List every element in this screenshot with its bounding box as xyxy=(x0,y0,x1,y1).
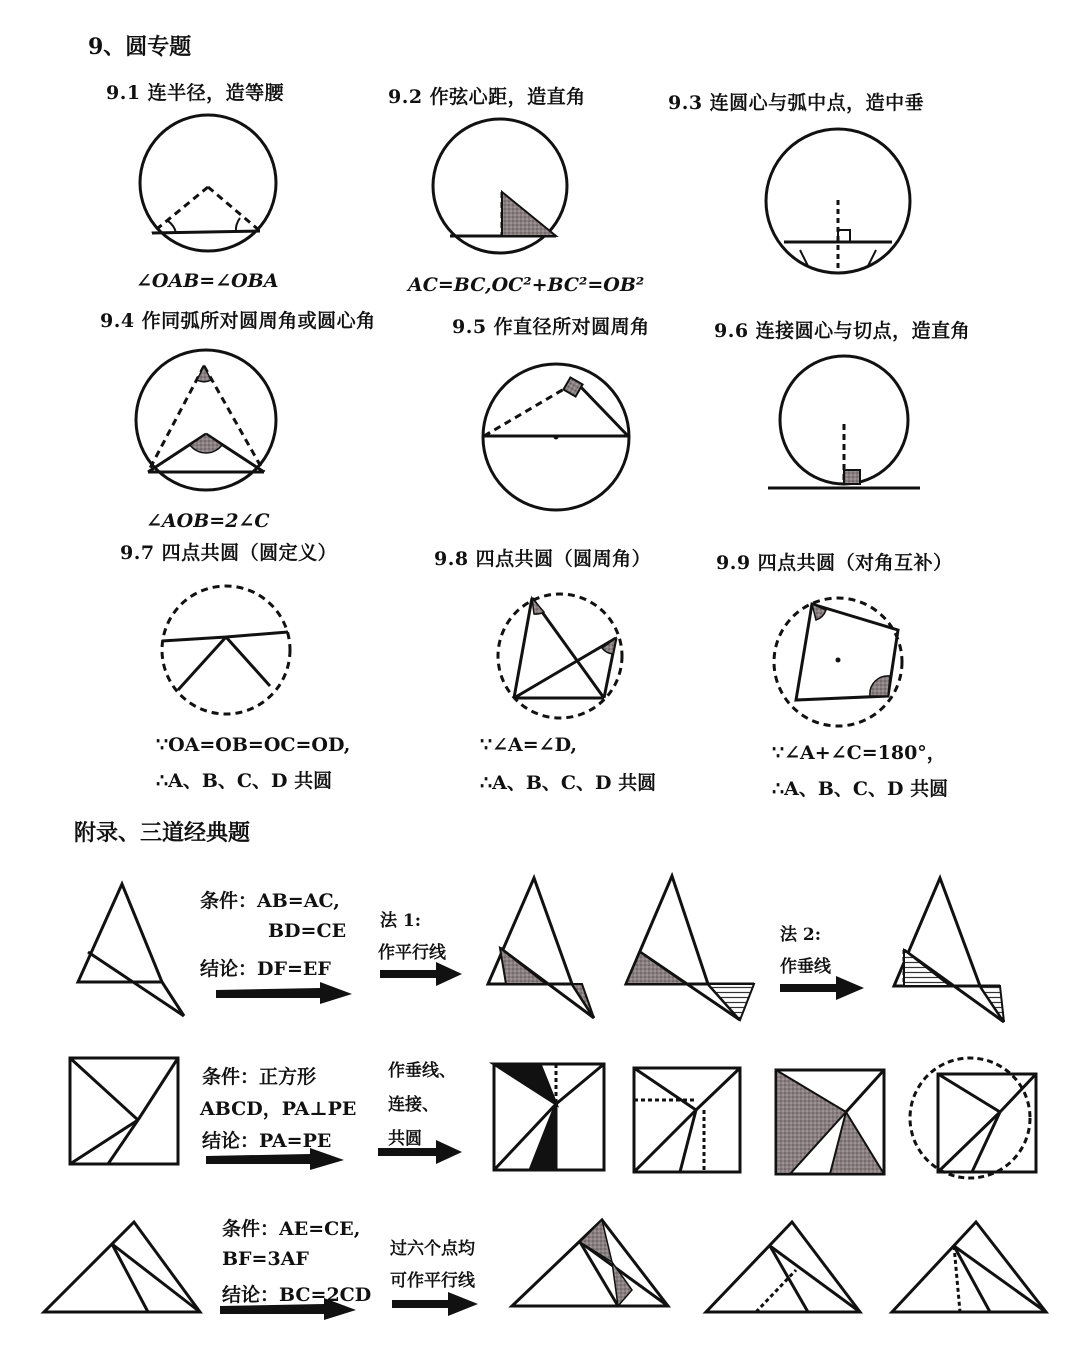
p1-fig-method2 xyxy=(894,878,1004,1022)
p2-condition-2: ABCD，PA⊥PE xyxy=(200,1098,357,1120)
item-9-8-note-2: ∴A、B、C、D 共圆 xyxy=(480,772,657,794)
p2-method-1b: 连接、 xyxy=(388,1095,439,1115)
arrow-1 xyxy=(216,982,352,1004)
p2-conclusion: 结论：PA=PE xyxy=(202,1130,332,1152)
p3-condition-2: BF=3AF xyxy=(222,1248,309,1270)
arrows xyxy=(206,962,864,1320)
item-9-9-note-1: ∵∠A+∠C=180°， xyxy=(772,742,946,764)
p2-fig-c xyxy=(776,1070,884,1174)
p2-condition-1: 条件：正方形 xyxy=(202,1066,317,1088)
p2-method-1: 作垂线、 xyxy=(388,1061,456,1081)
fig-9-4 xyxy=(136,350,276,490)
p2-fig-base xyxy=(70,1058,178,1164)
p1-conclusion: 结论：DF=EF xyxy=(200,958,331,980)
item-9-7-note-2: ∴A、B、C、D 共圆 xyxy=(156,770,333,792)
p2-fig-a xyxy=(494,1064,604,1170)
p1-fig-base xyxy=(78,884,184,1016)
item-9-9-title: 9.9 四点共圆（对角互补） xyxy=(716,552,953,574)
item-9-8-title: 9.8 四点共圆（圆周角） xyxy=(434,548,652,570)
p3-fig-c xyxy=(892,1222,1046,1312)
p3-method-1: 过六个点均 xyxy=(390,1239,475,1259)
item-9-4-title: 9.4 作同弧所对圆周角或圆心角 xyxy=(100,310,376,332)
p1-condition-1: 条件：AB=AC, xyxy=(200,890,340,912)
fig-9-3 xyxy=(766,129,910,273)
p1-method-2: 法 2: xyxy=(780,925,822,945)
p3-fig-base xyxy=(44,1222,200,1312)
p1-fig-method1 xyxy=(488,878,594,1018)
item-9-1-title: 9.1 连半径，造等腰 xyxy=(106,82,285,104)
p1-method-2b: 作垂线 xyxy=(780,957,831,977)
item-9-7-title: 9.7 四点共圆（圆定义） xyxy=(120,542,338,564)
p1-method-1: 法 1: xyxy=(380,911,422,931)
p2-fig-b xyxy=(634,1068,740,1172)
fig-9-7 xyxy=(162,586,290,714)
section-title: 9、圆专题 xyxy=(88,34,192,60)
item-9-7-note-1: ∵OA=OB=OC=OD, xyxy=(156,734,351,756)
p1-fig-method1b xyxy=(626,876,754,1020)
p3-condition-1: 条件：AE=CE, xyxy=(222,1218,361,1240)
fig-9-1 xyxy=(140,115,276,251)
p1-method-1b: 作平行线 xyxy=(378,943,446,963)
p1-condition-2: BD=CE xyxy=(268,920,347,942)
p2-method-1c: 共圆 xyxy=(388,1129,422,1149)
p3-method-1b: 可作平行线 xyxy=(390,1271,475,1291)
fig-9-8 xyxy=(498,594,622,718)
item-9-5-title: 9.5 作直径所对圆周角 xyxy=(452,316,650,338)
item-9-2-formula: AC=BC,OC²+BC²=OB² xyxy=(408,274,645,296)
item-9-2-title: 9.2 作弦心距，造直角 xyxy=(388,86,586,108)
p3-conclusion: 结论：BC=2CD xyxy=(222,1284,372,1306)
p2-fig-d xyxy=(910,1058,1036,1178)
item-9-3-title: 9.3 连圆心与弧中点，造中垂 xyxy=(668,92,925,114)
item-9-9-note-2: ∴A、B、C、D 共圆 xyxy=(772,778,949,800)
item-9-4-formula: ∠AOB=2∠C xyxy=(146,510,270,532)
fig-9-2 xyxy=(433,119,567,253)
p3-fig-a xyxy=(512,1220,668,1306)
item-9-1-formula: ∠OAB=∠OBA xyxy=(136,270,279,292)
appendix-title: 附录、三道经典题 xyxy=(74,820,251,846)
p3-fig-b xyxy=(706,1222,860,1312)
fig-9-6 xyxy=(768,356,920,488)
item-9-8-note-1: ∵∠A=∠D, xyxy=(480,734,578,756)
item-9-6-title: 9.6 连接圆心与切点，造直角 xyxy=(714,320,971,342)
